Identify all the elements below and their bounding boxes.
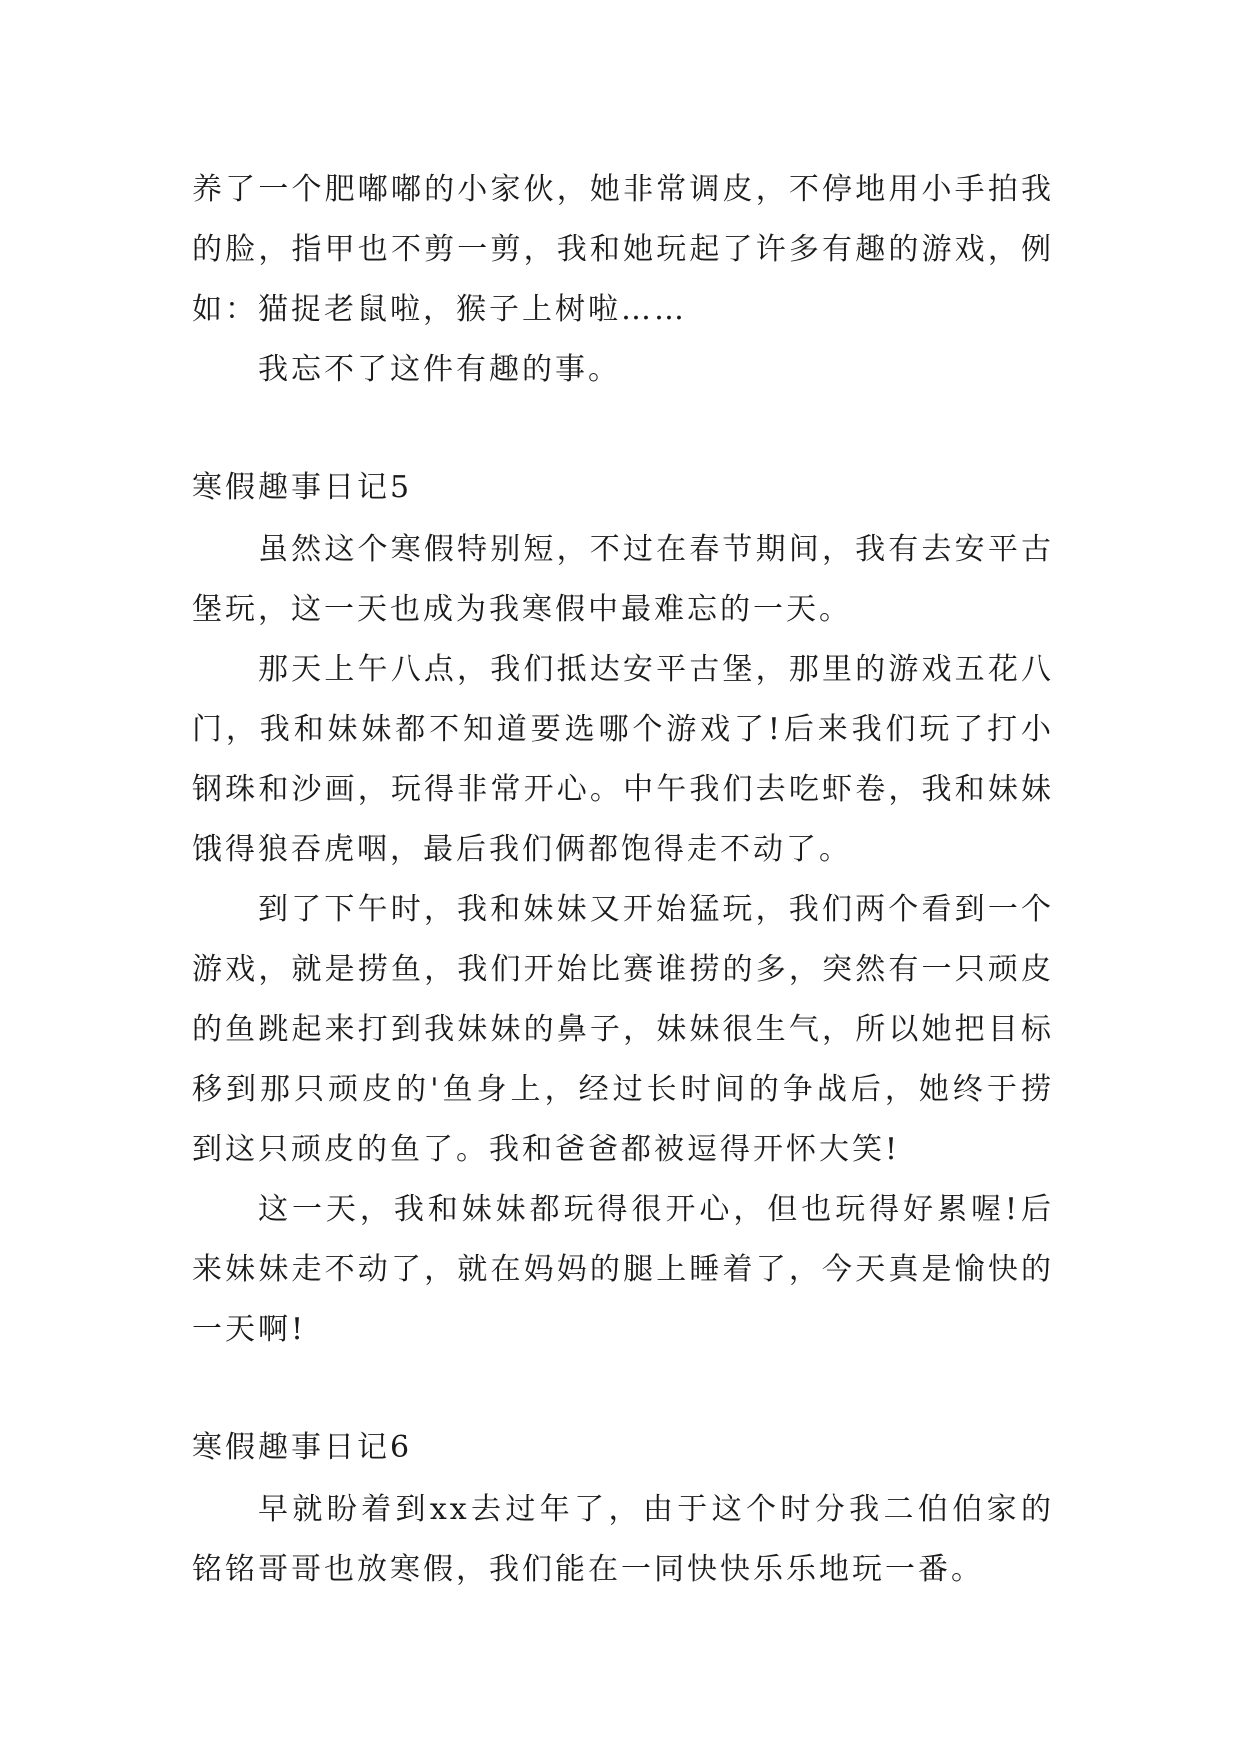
paragraph: 早就盼着到xx去过年了，由于这个时分我二伯伯家的铭铭哥哥也放寒假，我们能在一同快快乐乐地玩一番。 [192,1492,1054,1587]
paragraph: 我忘不了这件有趣的事。 [258,352,621,387]
paragraph-continued: 养了一个肥嘟嘟的小家伙，她非常调皮，不停地用小手拍我的脸，指甲也不剪一剪，我和她玩起了许多有趣的游戏，例如：猫捉老鼠啦，猴子上树啦…… [192,172,1054,327]
section-heading-6: 寒假趣事日记6 [192,1430,413,1465]
section-heading-5: 寒假趣事日记5 [192,470,413,505]
paragraph: 那天上午八点，我们抵达安平古堡，那里的游戏五花八门，我和妹妹都不知道要选哪个游戏了!后来我们玩了打小钢珠和沙画，玩得非常开心。中午我们去吃虾卷，我和妹妹饿得狼吞虎咽，最后我们俩都饱得走不动了。 [192,652,1054,867]
paragraph: 这一天，我和妹妹都玩得很开心，但也玩得好累喔!后来妹妹走不动了，就在妈妈的腿上睡着了，今天真是愉快的一天啊! [192,1192,1054,1347]
paragraph: 到了下午时，我和妹妹又开始猛玩，我们两个看到一个游戏，就是捞鱼，我们开始比赛谁捞的多，突然有一只顽皮的鱼跳起来打到我妹妹的鼻子，妹妹很生气，所以她把目标移到那只顽皮的'鱼身上，经过长时间的争战后，她终于捞到这只顽皮的鱼了。我和爸爸都被逗得开怀大笑! [192,892,1054,1167]
paragraph: 虽然这个寒假特别短，不过在春节期间，我有去安平古堡玩，这一天也成为我寒假中最难忘的一天。 [192,532,1054,627]
document-body [192,160,1054,1600]
